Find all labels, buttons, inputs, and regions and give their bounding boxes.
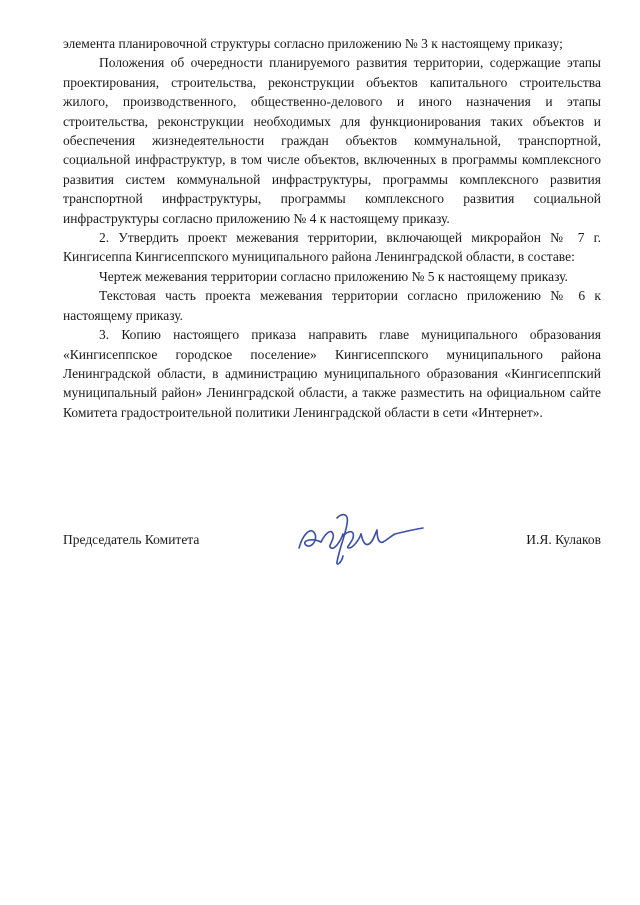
paragraph-item-3: 3. Копию настоящего приказа направить главе муниципального образования «Кингисеппское городское поселение» Кингисеппского муниципального района Ленинградской области, в администрацию муниципального образования «Кингисеппский муниципальный район» Ленинградской области, а также разместить на официальном сайте Комитета градостроительной политики Ленинградской области в сети «Интернет». [63, 327, 601, 420]
handwritten-signature [291, 504, 431, 566]
signature-block [63, 504, 601, 564]
document-body [63, 34, 601, 422]
paragraph-priority-provisions: Положения об очередности планируемого развития территории, содержащие этапы проектирования, строительства, реконструкции объектов капитального строительства жилого, производственного, общественно-делового и иного назначения и этапы строительства, реконструкции необходимых для функционирования таких объектов и обеспечения жизнедеятельности граждан объектов коммунальной, транспортной, социальной инфраструктур, в том числе объектов, включенных в программы комплексного развития систем коммунальной инфраструктуры, программы комплексного развития транспортной инфраструктуры, программы комплексного развития социальной инфраструктуры согласно приложению № 4 к настоящему приказу. [63, 55, 601, 226]
paragraph-continuation: элемента планировочной структуры согласно приложению № 3 к настоящему приказу; [63, 36, 563, 51]
paragraph-item-2: 2. Утвердить проект межевания территории, включающей микрорайон № 7 г. Кингисеппа Кингисеппского муниципального района Ленинградской области, в составе: [63, 230, 601, 265]
paragraph-survey-drawing: Чертеж межевания территории согласно приложению № 5 к настоящему приказу. [99, 268, 568, 284]
signatory-title: Председатель Комитета [63, 532, 200, 547]
paragraph-text-part: Текстовая часть проекта межевания территории согласно приложению № 6 к настоящему приказу. [63, 288, 601, 323]
signatory-name: И.Я. Кулаков [526, 532, 601, 547]
